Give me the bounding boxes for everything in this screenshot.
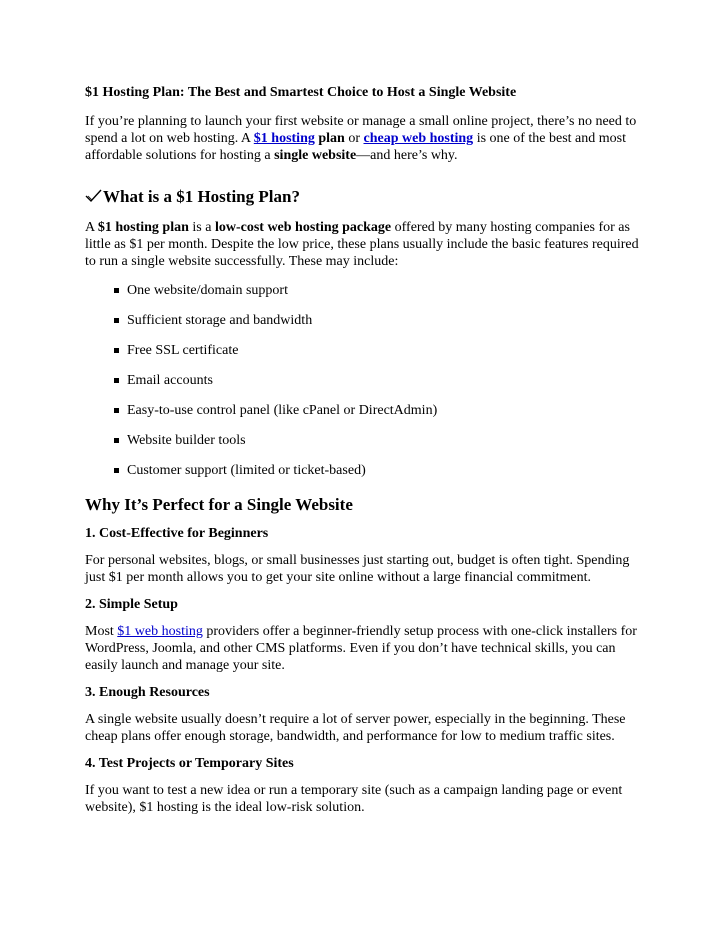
list-item-text: Easy-to-use control panel (like cPanel or DirectAdmin) [127,403,438,418]
intro-text-4: —and here’s why. [356,148,458,163]
def-bold-2: low-cost web hosting package [214,220,392,235]
list-item-text: Website builder tools [127,433,246,448]
setup-text-1: Most [85,624,118,639]
list-item-text: Email accounts [127,373,213,388]
paragraph-test-projects: If you want to test a new idea or run a temporary site (such as a campaign landing page or event website), $1 hosting is the ideal low-risk solution. [85,783,623,815]
intro-text-1: If you’re planning to launch your first website or manage a small online project, there’s no need to spend a lot on web hosting. A [85,114,637,146]
square-bullet-icon [114,348,119,353]
intro-bold-single-website: single website [274,148,357,163]
list-item [114,402,645,419]
setup-text-2: providers offer a beginner-friendly setup process with one-click installers for WordPress, Joomla, and other CMS platforms. Even if you don’t have technical skills, you can easily launch and manage your site. [85,624,637,673]
square-bullet-icon [114,468,119,473]
list-item-text: One website/domain support [127,283,288,298]
section-heading-why: Why It’s Perfect for a Single Website [85,495,353,514]
def-text-2: is a [188,220,215,235]
intro-paragraph [85,113,645,164]
square-bullet-icon [114,438,119,443]
section-heading-what-is [85,187,645,207]
link-cheap-web-hosting[interactable]: cheap web hosting [363,131,474,146]
list-item-text: Free SSL certificate [127,343,239,358]
subheading-simple-setup: 2. Simple Setup [85,597,178,612]
list-item [114,372,645,389]
paragraph-cost-effective: For personal websites, blogs, or small businesses just starting out, budget is often tight. Spending just $1 per month allows you to get your site online without a large financial commitment. [85,553,630,585]
section-heading-what-is-text: What is a $1 Hosting Plan? [103,187,300,206]
paragraph-enough-resources: A single website usually doesn’t require a lot of server power, especially in the beginning. These cheap plans offer enough storage, bandwidth, and performance for low to medium traffic sites. [85,712,626,744]
definition-paragraph [85,219,645,270]
link-1-hosting[interactable]: $1 hosting [253,131,315,146]
square-bullet-icon [114,288,119,293]
subheading-cost-effective: 1. Cost-Effective for Beginners [85,526,269,541]
list-item [114,462,645,479]
check-mark-icon [85,187,102,207]
square-bullet-icon [114,318,119,323]
document-title: $1 Hosting Plan: The Best and Smartest Choice to Host a Single Website [85,85,517,100]
def-bold-1: $1 hosting plan [97,220,189,235]
link-1-web-hosting[interactable]: $1 web hosting [117,624,203,639]
list-item-text: Sufficient storage and bandwidth [127,313,313,328]
paragraph-simple-setup [85,623,645,674]
intro-bold-plan: plan [314,131,345,146]
list-item [114,342,645,359]
list-item [114,282,645,299]
subheading-test-projects: 4. Test Projects or Temporary Sites [85,756,294,771]
intro-text-2: or [344,131,364,146]
list-item [114,432,645,449]
list-item-text: Customer support (limited or ticket-based) [127,463,366,478]
document-content [85,84,645,816]
intro-text-3: is one of the best and most affordable solutions for hosting a [85,131,626,163]
list-item [114,312,645,329]
features-list [85,282,645,479]
def-text-1: A [85,220,98,235]
def-text-3: offered by many hosting companies for as little as $1 per month. Despite the low price, these plans usually include the basic features required to run a single website successfully. These may include: [85,220,639,269]
square-bullet-icon [114,408,119,413]
subheading-enough-resources: 3. Enough Resources [85,685,210,700]
square-bullet-icon [114,378,119,383]
